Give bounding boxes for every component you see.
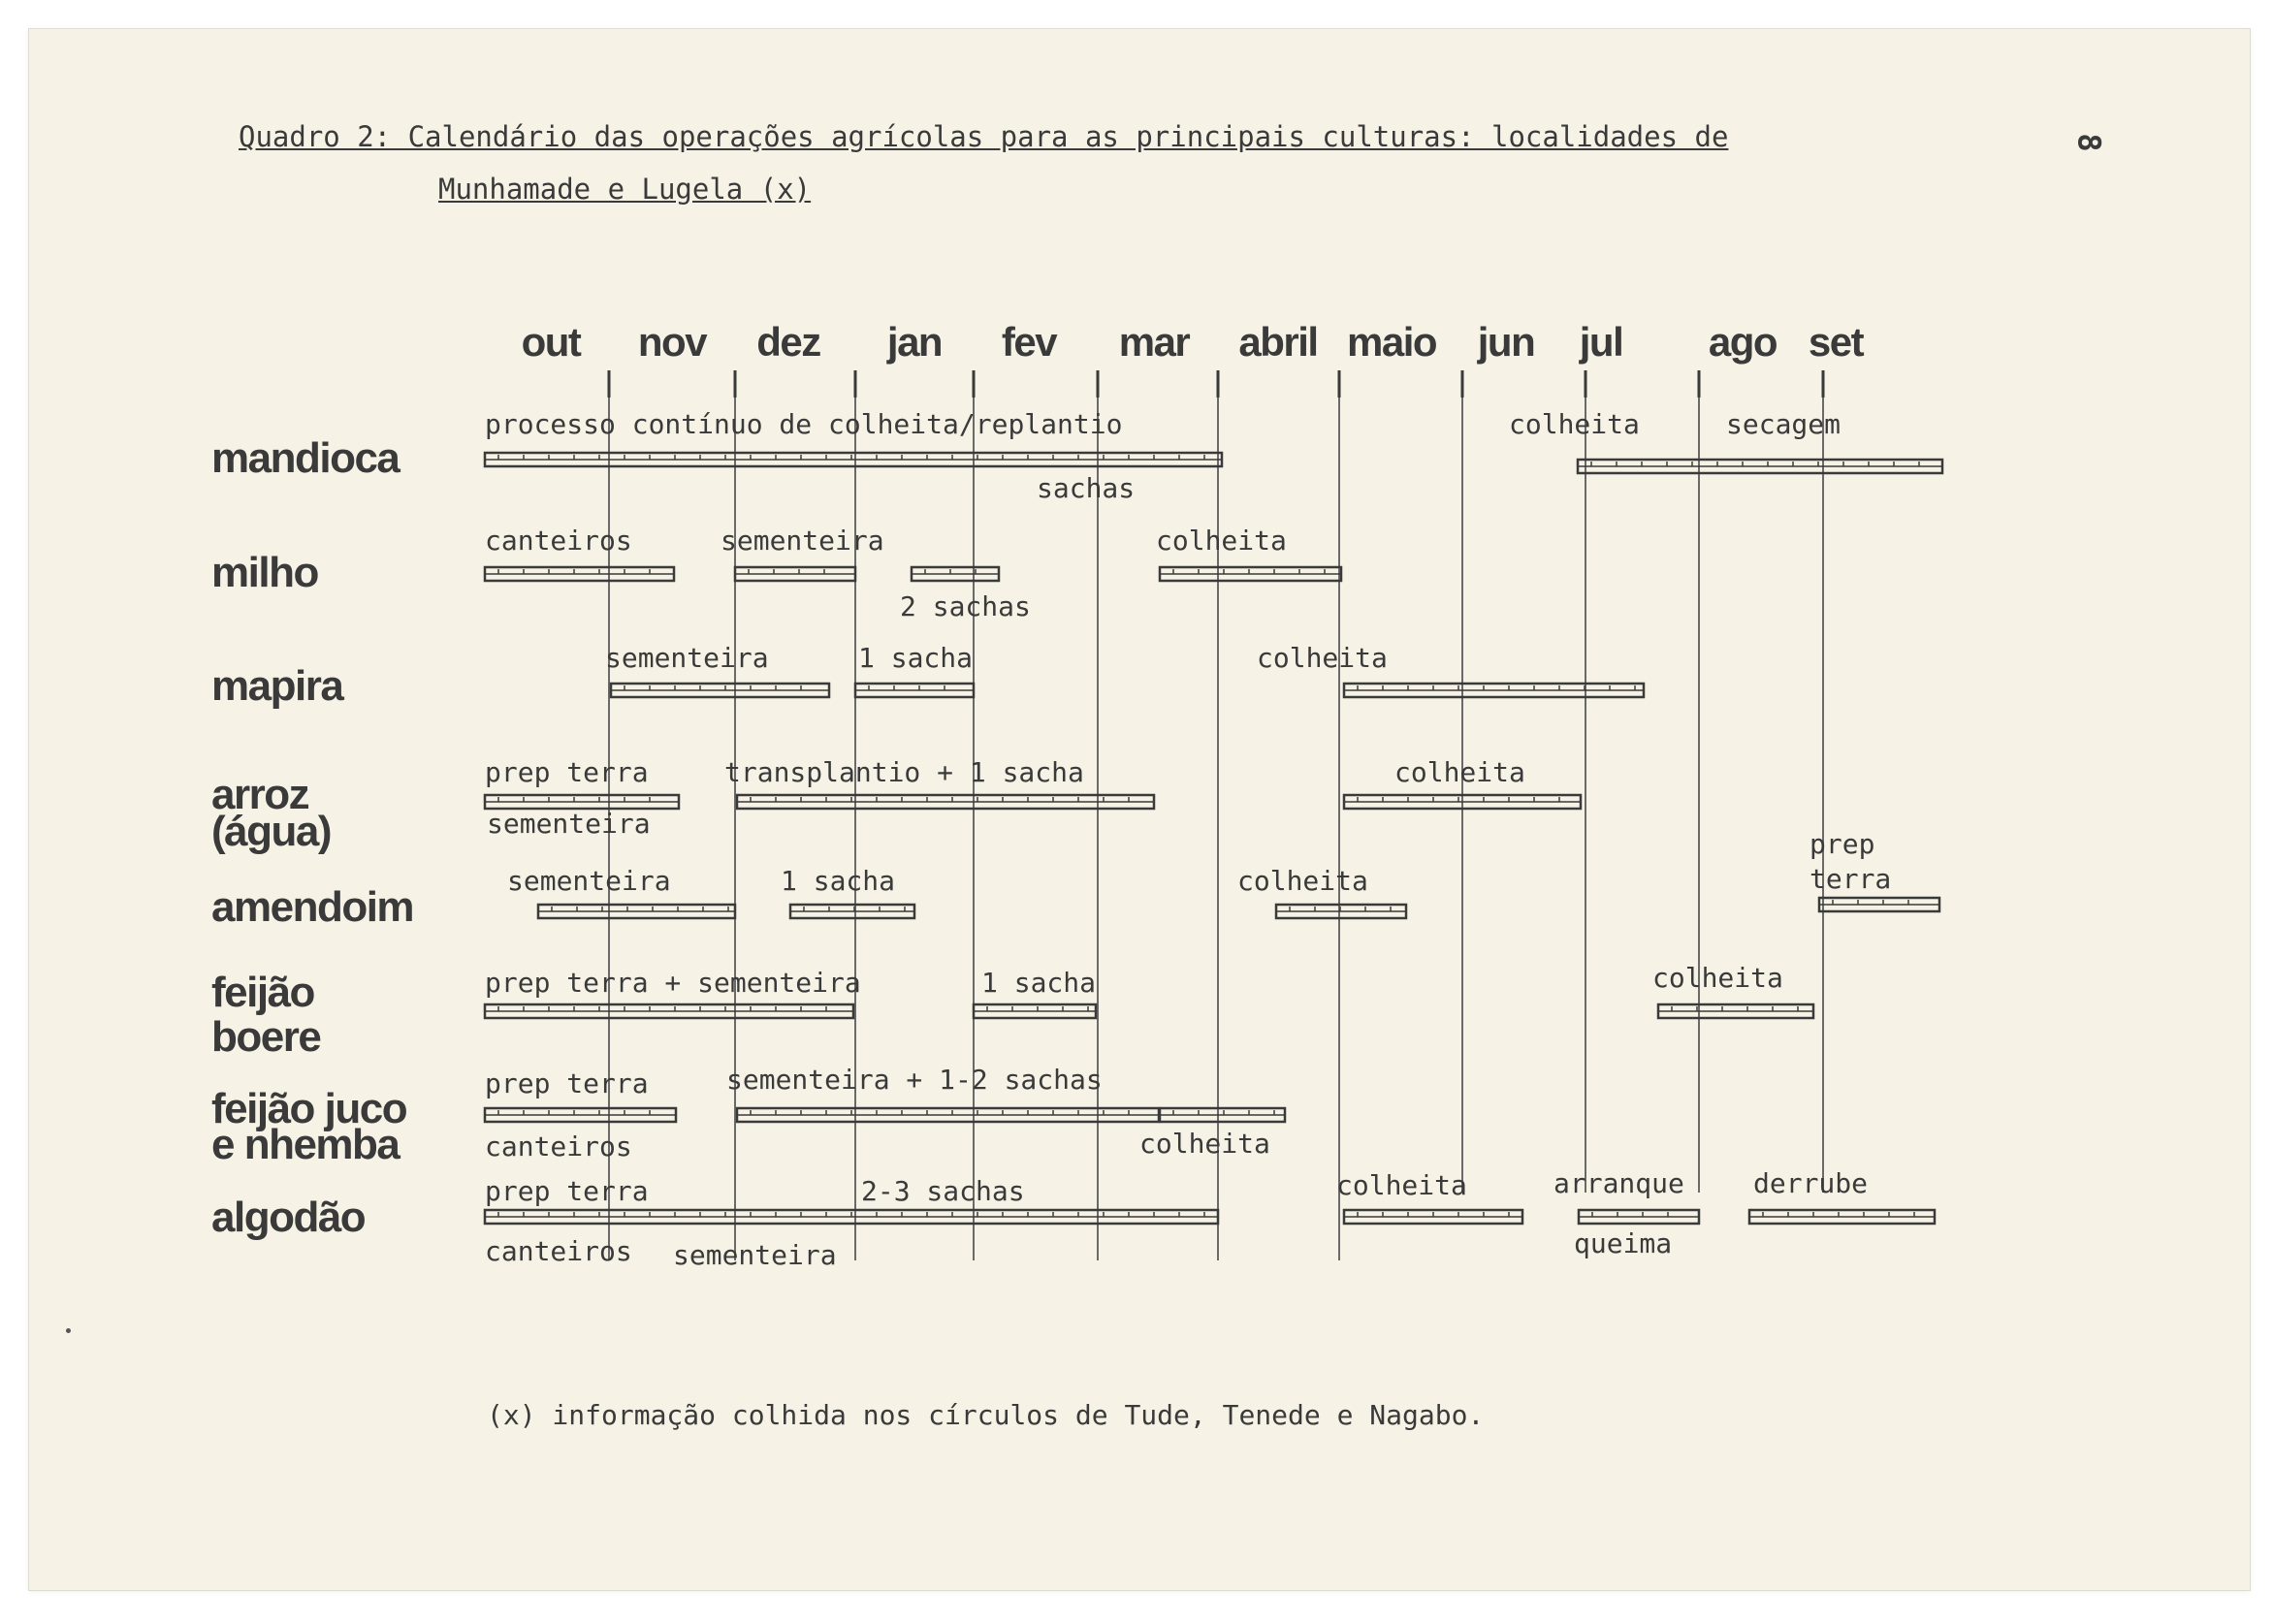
month-header-nov: nov — [637, 319, 707, 365]
crop-label-feijao-boere: feijão — [211, 969, 314, 1016]
month-header-dez: dez — [756, 319, 820, 365]
operation-label-feijao-boere: 1 sacha — [981, 967, 1097, 999]
operation-label-mapira: sementeira — [605, 642, 769, 674]
operation-label-algodao: 2-3 sachas — [861, 1175, 1025, 1207]
operation-label-mandioca: colheita — [1509, 408, 1640, 440]
operation-label-algodao: canteiros — [485, 1235, 632, 1267]
operation-label-milho: sementeira — [721, 525, 884, 557]
table-title-continued: Munhamade e Lugela (x) — [438, 173, 812, 206]
month-header-ago: ago — [1708, 319, 1778, 365]
crop-label-amendoim: amendoim — [211, 883, 414, 931]
operation-label-amendoim: terra — [1810, 863, 1892, 895]
operation-label-arroz: sementeira — [487, 808, 651, 840]
crop-label-feijao-juco: feijão juco — [211, 1085, 407, 1132]
crop-label-feijao-juco: e nhemba — [211, 1121, 400, 1168]
operation-label-mandioca: sachas — [1037, 472, 1136, 504]
operation-label-arroz: transplantio + 1 sacha — [724, 756, 1084, 788]
operation-label-amendoim: prep — [1810, 828, 1875, 860]
operation-label-mapira: colheita — [1257, 642, 1388, 674]
operation-label-algodao: sementeira — [673, 1239, 837, 1271]
operation-label-algodao: derrube — [1753, 1167, 1869, 1199]
operation-label-mandioca: secagem — [1726, 408, 1842, 440]
month-header-jan: jan — [886, 319, 943, 365]
operation-label-feijao-boere: prep terra + sementeira — [485, 967, 861, 999]
crop-label-arroz: arroz — [211, 771, 309, 818]
month-header-fev: fev — [1001, 319, 1057, 365]
month-header-maio: maio — [1346, 319, 1437, 365]
operation-label-algodao: queima — [1574, 1227, 1673, 1259]
month-header-mar: mar — [1118, 319, 1190, 365]
crop-label-milho: milho — [211, 549, 318, 596]
operation-label-amendoim: 1 sacha — [781, 865, 896, 897]
operation-label-amendoim: colheita — [1237, 865, 1368, 897]
operation-label-feijao-boere: colheita — [1652, 962, 1783, 994]
month-header-out: out — [521, 319, 581, 365]
month-header-jul: jul — [1579, 319, 1623, 365]
month-header-set: set — [1808, 319, 1864, 365]
operation-label-algodao: prep terra — [485, 1175, 649, 1207]
operation-label-algodao: colheita — [1336, 1169, 1467, 1201]
operation-label-feijao-juco: canteiros — [485, 1130, 632, 1162]
operation-label-milho: colheita — [1156, 525, 1287, 557]
operation-label-mandioca: processo contínuo de colheita/replantio — [485, 408, 1123, 440]
crop-label-mandioca: mandioca — [211, 434, 400, 482]
operation-label-mapira: 1 sacha — [858, 642, 974, 674]
operation-label-milho: canteiros — [485, 525, 632, 557]
operation-label-feijao-juco: sementeira + 1-2 sachas — [726, 1064, 1103, 1096]
crop-label-arroz: (água) — [211, 808, 331, 855]
page-number: 8 — [2070, 133, 2108, 152]
footnote: (x) informação colhida nos círculos de Tude, Tenede e Nagabo. — [487, 1399, 1485, 1431]
operation-label-algodao: arranque — [1553, 1167, 1684, 1199]
operation-label-arroz: colheita — [1394, 756, 1525, 788]
month-header-abril: abril — [1238, 319, 1318, 365]
table-title: Quadro 2: Calendário das operações agrícolas para as principais culturas: localidades de — [239, 120, 1729, 153]
month-header-jun: jun — [1477, 319, 1535, 365]
operation-label-feijao-juco: prep terra — [485, 1067, 649, 1099]
operation-label-feijao-juco: colheita — [1139, 1128, 1270, 1160]
operation-label-milho: 2 sachas — [900, 590, 1031, 622]
operation-label-amendoim: sementeira — [507, 865, 671, 897]
crop-label-feijao-boere: boere — [211, 1013, 321, 1061]
crop-label-mapira: mapira — [211, 662, 343, 710]
paper-speck — [66, 1328, 71, 1333]
operation-label-arroz: prep terra — [485, 756, 649, 788]
crop-label-algodao: algodão — [211, 1194, 366, 1241]
